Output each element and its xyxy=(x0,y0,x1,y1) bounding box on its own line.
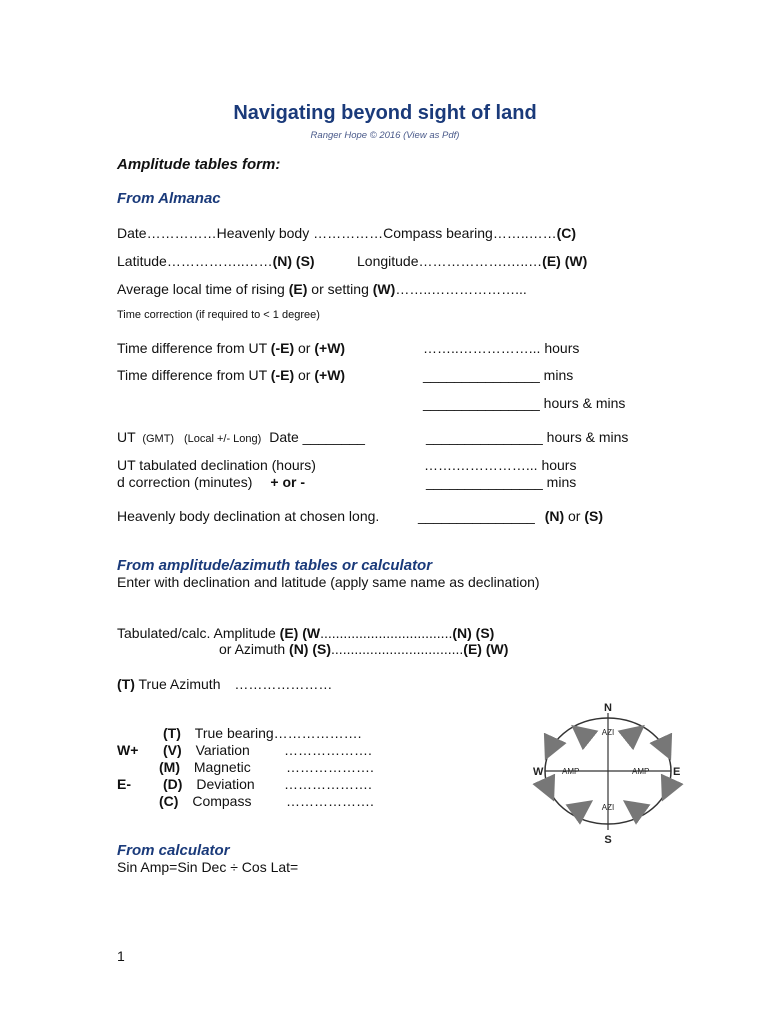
label-azi-bottom: AZI xyxy=(601,803,615,812)
arrow-ne-icon xyxy=(626,728,641,740)
heavenly-body-field: Heavenly body …………… xyxy=(216,225,384,241)
compass-unit: (C) xyxy=(556,225,577,241)
tab-amp-dots: .................................. xyxy=(320,625,453,641)
true-azimuth-line xyxy=(117,676,332,693)
row-label: True bearing xyxy=(194,725,274,741)
d-correction-label: d correction (minutes) xyxy=(117,474,253,490)
alt-mid: or setting xyxy=(307,281,373,297)
tdiff2-or: or xyxy=(294,367,315,383)
latitude-unit: (N) (S) xyxy=(272,253,315,269)
longitude-field: Longitude……………….…..… xyxy=(357,253,543,269)
label-azi-top: AZI xyxy=(601,728,615,737)
row-dots: ………………. xyxy=(286,759,374,775)
compass-bearing-field: Compass bearing……..…… xyxy=(383,225,557,241)
almanac-line-date xyxy=(117,225,576,242)
average-local-time-line xyxy=(117,281,527,298)
ut-gmt: (GMT) xyxy=(142,433,175,445)
row-dots: ………………. xyxy=(286,793,374,809)
compass-row-magnetic xyxy=(159,759,251,776)
date-field: Date…………… xyxy=(117,225,217,241)
row-code: (V) xyxy=(163,742,182,758)
tdiff1-w: (+W) xyxy=(314,340,346,356)
row-label: Deviation xyxy=(196,776,255,792)
alt-e: (E) xyxy=(288,281,308,297)
compass-row-variation xyxy=(163,742,250,759)
tdiff2-e: (-E) xyxy=(270,367,295,383)
calculator-heading: From calculator xyxy=(117,842,230,859)
e-minus-label: E- xyxy=(117,776,131,792)
hours-and-mins: _______________ hours & mins xyxy=(423,395,626,411)
ut-label: UT xyxy=(117,429,136,445)
tabulated-amplitude-line xyxy=(117,625,494,642)
row-dots: ………………. xyxy=(284,742,372,758)
label-amp-left: AMP xyxy=(562,767,580,776)
or-az-prefix: or Azimuth xyxy=(219,641,290,657)
w-plus-label: W+ xyxy=(117,742,139,758)
arrow-se-icon xyxy=(627,803,641,813)
d-correction-line xyxy=(117,474,305,491)
or-az-dots: .................................. xyxy=(331,641,464,657)
amplitude-azimuth-diagram xyxy=(528,700,688,848)
row-dots: ………………. xyxy=(284,776,372,792)
row-label: Compass xyxy=(192,793,252,809)
tdiff2-w: (+W) xyxy=(314,367,346,383)
ut-declination-value: …….……………... hours xyxy=(424,457,577,473)
longitude-unit: (E) (W) xyxy=(542,253,588,269)
arrow-sw-icon xyxy=(575,803,589,813)
row-label: Variation xyxy=(195,742,250,758)
or-az-ns: (N) (S) xyxy=(289,641,332,657)
hb-declination-n: (N) xyxy=(544,508,565,524)
latitude-line xyxy=(117,253,315,270)
ut-local: (Local +/- Long) xyxy=(183,433,262,445)
compass-row-compass xyxy=(159,793,251,810)
time-correction-note: Time correction (if required to < 1 degree) xyxy=(117,309,320,321)
tab-amp-ns: (N) (S) xyxy=(452,625,495,641)
hb-declination-label: Heavenly body declination at chosen long. xyxy=(117,508,380,524)
or-az-ew: (E) (W) xyxy=(463,641,509,657)
row-code: (C) xyxy=(159,793,179,809)
alt-w: (W) xyxy=(372,281,396,297)
alt-dots: ……..………………... xyxy=(395,281,527,297)
hb-declination-s: (S) xyxy=(584,508,604,524)
w-plus xyxy=(117,742,138,759)
hb-declination-value xyxy=(418,508,603,525)
true-az-label: True Azimuth xyxy=(134,676,221,692)
row-code: (M) xyxy=(159,759,180,775)
ut-line xyxy=(117,429,365,446)
true-az-t: (T) xyxy=(117,676,135,692)
hb-declination-blank: _______________ xyxy=(418,508,535,524)
tdiff2-value: _______________ mins xyxy=(423,367,574,383)
arrow-w-upper-icon xyxy=(547,745,552,756)
latitude-field: Latitude……………..…… xyxy=(117,253,273,269)
time-difference-mins xyxy=(117,367,345,384)
label-e: E xyxy=(673,766,681,778)
row-code: (D) xyxy=(163,776,183,792)
amplitude-heading: From amplitude/azimuth tables or calculator xyxy=(117,557,433,574)
form-title: Amplitude tables form: xyxy=(117,156,281,173)
almanac-heading: From Almanac xyxy=(117,190,221,207)
calculator-formula: Sin Amp=Sin Dec ÷ Cos Lat= xyxy=(117,859,299,875)
d-correction-sign: + or - xyxy=(270,474,306,490)
byline: Ranger Hope © 2016 (View as Pdf) xyxy=(310,130,460,141)
arrow-e-upper-icon xyxy=(664,745,669,756)
enter-instruction: Enter with declination and latitude (apply same name as declination) xyxy=(117,574,540,590)
tab-amp-ew: (E) (W xyxy=(279,625,321,641)
compass-row-true xyxy=(163,725,362,742)
label-w: W xyxy=(533,766,544,778)
d-correction-value: _______________ mins xyxy=(426,474,577,490)
ut-declination-label: UT tabulated declination (hours) xyxy=(117,457,316,473)
page-title: Navigating beyond sight of land xyxy=(233,102,537,124)
tdiff2-prefix: Time difference from UT xyxy=(117,367,271,383)
tab-amp-prefix: Tabulated/calc. Amplitude xyxy=(117,625,280,641)
arrow-e-lower-icon xyxy=(664,786,669,797)
label-n: N xyxy=(604,702,612,714)
or-azimuth-line xyxy=(219,641,508,658)
longitude-line xyxy=(357,253,587,270)
row-label: Magnetic xyxy=(193,759,251,775)
compass-row-deviation xyxy=(163,776,255,793)
hb-declination-or: or xyxy=(564,508,585,524)
ut-value: _______________ hours & mins xyxy=(426,429,629,445)
row-dots: ………………. xyxy=(273,725,362,741)
ut-date: Date ________ xyxy=(269,429,365,445)
tdiff1-prefix: Time difference from UT xyxy=(117,340,271,356)
tdiff1-or: or xyxy=(294,340,315,356)
time-difference-hours xyxy=(117,340,345,357)
e-minus xyxy=(117,776,131,793)
arrow-nw-icon xyxy=(575,728,590,740)
label-s: S xyxy=(604,834,612,846)
row-code: (T) xyxy=(163,725,181,741)
label-amp-right: AMP xyxy=(632,767,650,776)
arrow-w-lower-icon xyxy=(547,786,552,797)
true-az-dots: ………………… xyxy=(234,676,333,692)
page-number: 1 xyxy=(117,948,125,964)
alt-prefix: Average local time of rising xyxy=(117,281,289,297)
tdiff1-value: ……..……………... hours xyxy=(423,340,580,356)
tdiff1-e: (-E) xyxy=(270,340,295,356)
